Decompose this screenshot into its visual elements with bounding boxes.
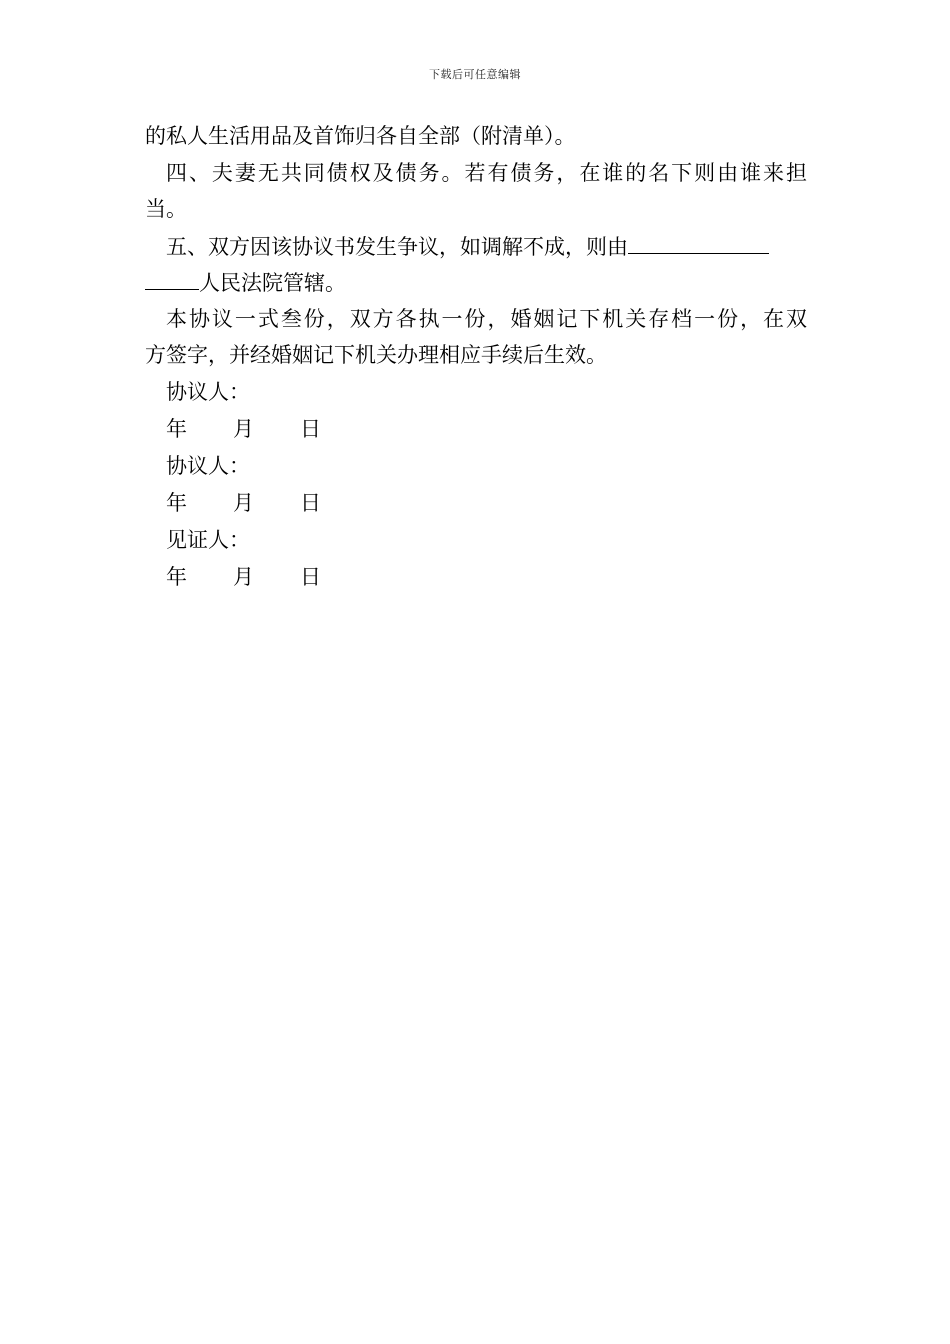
signature-label: 协议人： bbox=[166, 379, 250, 404]
paragraph-line: 四、夫妻无共同债权及债务。若有债务，在谁的名下则由谁来担 bbox=[166, 160, 807, 185]
document-body bbox=[145, 118, 807, 596]
paragraph-line: 当。 bbox=[145, 197, 187, 221]
paragraph-line bbox=[145, 264, 807, 301]
date-month: 月 bbox=[233, 564, 254, 589]
paragraph-line: 的私人生活用品及首饰归各自全部（附清单）。 bbox=[145, 124, 576, 148]
court-name-blank[interactable] bbox=[628, 228, 769, 254]
signature-date bbox=[145, 559, 807, 596]
date-day: 日 bbox=[300, 490, 321, 515]
witness-label: 见证人： bbox=[166, 527, 250, 552]
date-year: 年 bbox=[166, 416, 187, 441]
signature-label: 协议人： bbox=[166, 453, 250, 478]
court-name-blank-continued[interactable] bbox=[145, 264, 199, 290]
paragraph-line: 方签字，并经婚姻记下机关办理相应手续后生效。 bbox=[145, 343, 607, 367]
paragraph-line bbox=[145, 228, 807, 265]
date-month: 月 bbox=[233, 416, 254, 441]
signature-date bbox=[145, 411, 807, 448]
page-header: 下载后可任意编辑 bbox=[429, 68, 521, 81]
date-day: 日 bbox=[300, 564, 321, 589]
date-year: 年 bbox=[166, 564, 187, 589]
paragraph-text: 人民法院管辖。 bbox=[199, 271, 346, 295]
date-year: 年 bbox=[166, 490, 187, 515]
date-month: 月 bbox=[233, 490, 254, 515]
signature-date bbox=[145, 485, 807, 522]
paragraph-text: 五、双方因该协议书发生争议，如调解不成，则由 bbox=[166, 234, 628, 259]
date-day: 日 bbox=[300, 416, 321, 441]
paragraph-line: 本协议一式叁份，双方各执一份，婚姻记下机关存档一份，在双 bbox=[166, 306, 807, 331]
